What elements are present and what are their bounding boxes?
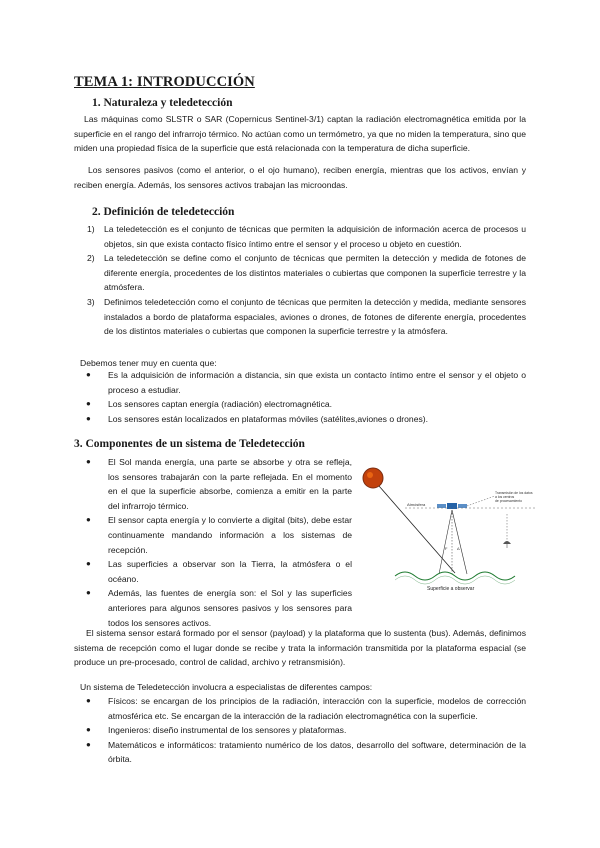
sun-ray-line: [379, 486, 455, 573]
paragraph: Debemos tener muy en cuenta que:: [80, 358, 217, 368]
list-item-text: Los sensores están localizados en plataformas móviles (satélites,aviones o drones).: [108, 413, 429, 424]
list-item: [74, 412, 526, 427]
bullet-icon: ●: [86, 457, 91, 466]
list-item-text: Definimos teledetección como el conjunto de técnicas que permiten la detección y medida, mediante sensores instalados a bordo de plataforma espaciales, aviones o drones, de fotones de diferente energía, procedentes de los distintos materiales o cubiertas que componen la superficie terrestre y la atmósfera.: [104, 296, 526, 337]
surface-label: Superficie a observar: [427, 586, 475, 592]
bullet-icon: ●: [86, 696, 91, 705]
bullet-icon: ●: [86, 725, 91, 735]
transmission-label-line: de procesamiento: [495, 499, 522, 503]
list-item-text: El Sol manda energía, una parte se absorbe y otra se refleja, los sensores trabajarán con la parte reflejada. En el momento en el que la superficie absorbe, comienza a emitir en la parte del infrarrojo térmico.: [108, 457, 352, 511]
list-item: [74, 723, 526, 738]
bullet-icon: ●: [86, 588, 91, 598]
list-item: [74, 694, 526, 723]
list-item-text: Físicos: se encargan de los principios de la radiación, interacción con la superficie, modelos de corrección atmosférica etc. Se encargan de la interacción de la radiación electromagnética con la superficie.: [108, 696, 526, 721]
transmission-label-line: a los centros: [495, 495, 515, 499]
list-item: [74, 222, 526, 251]
list-item: [74, 397, 526, 412]
bullet-icon: ●: [86, 515, 91, 525]
bullet-icon: ●: [86, 559, 91, 569]
transmission-label: [495, 491, 534, 503]
list-item-text: Es la adquisición de información a distancia, sin que exista un contacto íntimo entre el sensor y el objeto o proceso a estudiar.: [108, 370, 526, 395]
list-number: 2): [87, 253, 95, 264]
view-cone-right: [452, 510, 467, 574]
definition-list: [74, 222, 526, 339]
bullet-list: [74, 455, 352, 630]
list-item: [74, 557, 352, 586]
angle-marker: F: [445, 546, 448, 551]
bullet-list: [74, 368, 526, 426]
list-item-text: La teledetección es el conjunto de técnicas que permiten la adquisición de información acerca de procesos u objetos, sin que exista contacto físico íntimo entre el sensor y el proceso u objeto en cuestión.: [104, 224, 526, 249]
list-item: [74, 513, 352, 557]
section-heading-3: 3. Componentes de un sistema de Teledetección: [74, 438, 305, 450]
section-heading-2: 2. Definición de teledetección: [92, 206, 235, 218]
list-item: [74, 295, 526, 339]
view-cone-left: [439, 510, 452, 574]
list-item-text: Ingenieros: diseño instrumental de los sensores y plataformas.: [108, 725, 347, 736]
bullet-icon: ●: [86, 739, 91, 749]
list-item-text: Además, las fuentes de energía son: el Sol y las superficies anteriores para algunos sensores pasivos y los sensores para todos los sensores activos.: [108, 588, 352, 628]
list-item-text: Los sensores captan energía (radiación) electromagnética.: [108, 399, 333, 410]
list-item-text: El sensor capta energía y lo convierte a digital (bits), debe estar continuamente mandando información a los sistemas de recepción.: [108, 515, 352, 555]
list-number: 3): [87, 296, 95, 307]
paragraph: Un sistema de Teledetección involucra a especialistas de diferentes campos:: [80, 682, 373, 692]
list-item: [74, 738, 526, 767]
paragraph: El sistema sensor estará formado por el sensor (payload) y la plataforma que lo sustenta (bus). Además, definimos sistema de recepción como el lugar donde se recibe y trata la información transmitida por la plataforma espacial (se produce un pre-procesado, control de calidad, archivo y retransmisión).: [74, 628, 526, 668]
bullet-icon: ●: [86, 370, 91, 379]
list-item: [74, 455, 352, 513]
bullet-icon: ●: [86, 413, 91, 423]
atmosphere-label: Atmósfera: [407, 502, 426, 507]
ground-station-icon: [503, 541, 511, 548]
page-title: TEMA 1: INTRODUCCIÓN: [74, 74, 255, 90]
list-item-text: Las superficies a observar son la Tierra, la atmósfera o el océano.: [108, 559, 352, 584]
list-item: [74, 251, 526, 295]
list-item: [74, 586, 352, 630]
list-item-text: La teledetección se define como el conjunto de técnicas que permiten la detección y medida de fotones de diferente energía, procedentes de los distintos materiales o cubiertas que componen la superficie terrestre y la atmósfera.: [104, 253, 526, 293]
transmission-label-line: Transmisión de los datos: [495, 491, 533, 495]
bullet-list: [74, 694, 526, 767]
sun-icon: [363, 468, 383, 488]
paragraph: Los sensores pasivos (como el anterior, o el ojo humano), reciben energía, mientras que los activos, envían y reciben energía. Además, los sensores activos trabajan las microondas.: [74, 165, 526, 190]
list-item-text: Matemáticos e informáticos: tratamiento numérico de los datos, desarrollo del software, determinación de la órbita.: [108, 739, 526, 765]
bullet-icon: ●: [86, 399, 91, 409]
paragraph: Las máquinas como SLSTR o SAR (Copernicus Sentinel-3/1) captan la radiación electromagnética emitida por la superficie en el rango del infrarrojo térmico. No actúan como un termómetro, ya que no miden la temperatura, sino que miden una propiedad física de la superficie que está relacionada con la temperatura de dicha superficie.: [74, 114, 526, 154]
section-heading-1: 1. Naturaleza y teledetección: [92, 97, 233, 109]
angle-marker: Δ: [457, 546, 460, 551]
remote-sensing-diagram: [355, 458, 540, 598]
list-number: 1): [87, 224, 95, 234]
list-item: [74, 368, 526, 397]
